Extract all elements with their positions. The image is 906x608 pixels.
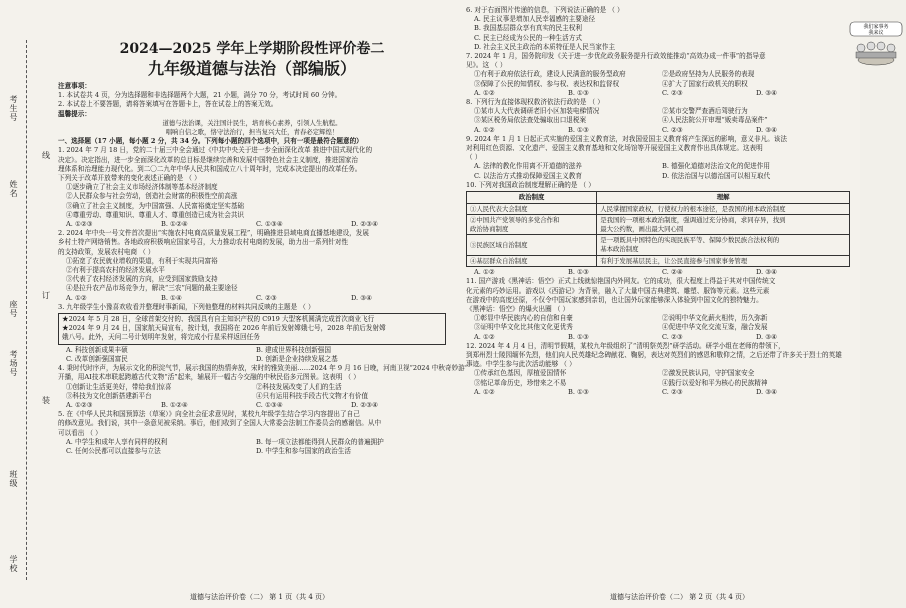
option-b: B. ①③ xyxy=(568,268,589,277)
table-cell: ④基层群众自治制度 xyxy=(467,255,597,267)
left-column xyxy=(58,6,469,456)
motto-line: 道德与法治课，关注国计民生，培育核心素养，引领人生航程。 xyxy=(162,118,342,127)
margin-label-exam-number: 考生号 xyxy=(9,95,18,122)
option-d: D. ③④ xyxy=(756,332,778,341)
option-b: B. ①③ xyxy=(568,332,589,341)
option-d: D. ③④ xyxy=(756,268,778,277)
question-1 xyxy=(58,146,446,229)
question-text: 到郑州烈士陵园缅怀先烈，他们向人民英雄纪念碑献花、鞠躬，表达对英烈们的感恩和敬仰之情，之后还带了许多关于烈士的英雄 xyxy=(466,351,842,360)
table-row xyxy=(467,215,850,235)
question-choices xyxy=(466,70,850,79)
answer-options xyxy=(58,401,446,410)
option-c: C. 以法治方式推动保障爱国主义教育 xyxy=(474,171,582,180)
question-text: 对利用红色资源、文化遗产、爱国主义教育基地和文化场馆等开展爱国主义教育作出具体规定。这表明 xyxy=(466,144,763,153)
binding-margin xyxy=(0,0,50,608)
question-text: 9. 2024 年 1 月 1 日起正式实施的爱国主义教育法，对我国爱国主义教育将产生深远的影响，意义非凡。该法 xyxy=(466,134,787,143)
answer-options xyxy=(466,388,850,397)
question-9 xyxy=(466,135,850,181)
option-c: C. ②④ xyxy=(662,268,683,277)
question-10 xyxy=(466,181,850,278)
question-choice: ③确立了社会主义制度，为中国富强、人民富裕奠定坚实基础 xyxy=(66,201,245,210)
question-text: 10. 下列对我国政治制度理解正确的是 （ ） xyxy=(466,180,595,189)
option-b: B. ①③ xyxy=(568,88,589,97)
question-text: 见》。这 （ ） xyxy=(466,61,507,70)
motto-line: 唱响自信之歌，恪守法治行，担当复兴大任，青春必定辉煌！ xyxy=(165,128,339,137)
question-choice: ④只有运用科技手段古代文物才有价值 xyxy=(256,391,369,400)
question-choices xyxy=(58,392,446,401)
question-text: 事迹。中学生参与此次活动能够 （ ） xyxy=(466,360,576,369)
margin-label-room: 考场号 xyxy=(9,350,18,377)
question-8 xyxy=(466,98,850,135)
cartoon-caption-line2: 我来议 xyxy=(868,30,884,36)
question-choice: ①有利于政府依法行政，建设人民满意的服务型政府 xyxy=(474,70,626,79)
table-cell: 是我国的一项根本政治制度，强调通过充分协商，求同存异，找到 最大公约数，画出最大同心圆 xyxy=(597,215,850,235)
option-c: C. ②③ xyxy=(256,293,277,302)
question-4 xyxy=(58,364,469,410)
table-cell: ②中国共产党领导的多党合作和 政治协商制度 xyxy=(467,215,597,235)
page-footer-left: 道德与法治评价卷（二） 第 1 页（共 4 页） xyxy=(190,593,330,601)
question-5 xyxy=(58,410,446,456)
answer-options xyxy=(466,333,850,342)
option-d: D. ③④ xyxy=(756,125,778,134)
option-b: B. ①③ xyxy=(568,125,589,134)
question-text: 在游戏中的高度还原，不仅令中国玩家感到亲切，也让国外玩家能够深入体验到中国文化的独特魅力。 xyxy=(466,295,763,304)
right-column xyxy=(466,6,889,397)
question-choice: ④促进中华文化交流互鉴，融合发展 xyxy=(662,323,768,332)
table-cell: 是一项既具中国特色的实现民族平等、保障少数民族合法权利的 基本政治制度 xyxy=(597,235,850,255)
option-d: D. ②③④ xyxy=(351,220,378,229)
margin-label-seat: 座号 xyxy=(9,300,18,318)
answer-options xyxy=(58,346,446,355)
question-choice: ③代表了农村经济发展的方向，应受到国家鼓励支持 xyxy=(66,275,218,284)
question-text: 7. 2024 年 1 月，国务院印发《关于进一步优化政务服务提升行政效能推动“高效办成一件事”的指导意 xyxy=(466,52,766,61)
question-choice: ①逐步确立了社会主义市场经济体制等基本经济制度 xyxy=(66,183,218,192)
question-text: 的支持政策，发展农村电商 （ ） xyxy=(58,247,155,256)
question-3 xyxy=(58,303,446,364)
question-text: 12. 2024 年 4 月 4 日，清明节假期，某校九年级组织了“清明祭英烈”研学活动。研学小组在老师的带领下， xyxy=(466,341,785,350)
question-text: 2. 2024 年中央一号文件首次提出“实施农村电商高质量发展工程”，明确推进县域电商直播基地建设，发展 xyxy=(58,229,369,238)
option-d: D. ③④ xyxy=(351,293,373,302)
option-d: D. ②③④ xyxy=(351,400,378,409)
answer-options xyxy=(466,162,850,171)
question-choices xyxy=(466,116,850,125)
question-choice: ④尊重劳动、尊重知识、尊重人才、尊重创造已成为社会共识 xyxy=(66,210,245,219)
table-cell: 人民掌握国家政权，行使权力的根本途径，是我国的根本政治制度 xyxy=(597,203,850,215)
question-choice: ①传承红色基因，厚植爱国情怀 xyxy=(474,369,567,378)
option-b: B. 德强化道德对法治文化的促进作用 xyxy=(662,162,770,171)
margin-label-class: 班级 xyxy=(9,470,18,488)
option-c: C. ①③④ xyxy=(256,220,283,229)
table-header: 政治制度 xyxy=(467,192,597,204)
option-c: C. ②③ xyxy=(662,332,683,341)
option-d: D. ③④ xyxy=(756,88,778,97)
question-12 xyxy=(466,342,850,397)
option-b: B. ①④ xyxy=(161,293,182,302)
question-choice: ③科技为文化创新搭建新平台 xyxy=(66,391,152,400)
answer-options xyxy=(58,220,446,229)
option-a: A. 民主议事是增加人民幸福感的主要途径 xyxy=(474,15,596,24)
option-a: A. ①② xyxy=(474,268,495,277)
exam-subtitle: 九年级道德与法治（部编版） xyxy=(147,59,356,78)
question-choice: ④扩大了国家行政机关的职权 xyxy=(662,79,748,88)
question-text: 《黑神话：悟空》的爆火出圈 （ ） xyxy=(466,305,570,314)
question-choice: ②某市交警严查酒后驾驶行为 xyxy=(662,107,748,116)
question-text: 乡村土特产网络销售。各地政府积极响应国家号召，大力推动农村电商的发展，助力出一系列针对性 xyxy=(58,238,349,247)
question-text: 决定》。决定指出，进一步全面深化改革的总目标是继续完善和发展中国特色社会主义制度，推进国家治 xyxy=(58,155,359,164)
question-text: 理体系和治理能力现代化。到二〇二九年中华人民共和国成立八十周年时，完成本决定提出的改革任务。 xyxy=(58,164,362,173)
question-choices xyxy=(466,369,850,378)
question-choice: ①彰显中华民族内心的自信和自豪 xyxy=(474,314,573,323)
question-text: 可以看出 （ ） xyxy=(58,428,102,437)
question-7 xyxy=(466,52,850,98)
option-c: C. ②③ xyxy=(662,88,683,97)
question-11 xyxy=(466,277,850,341)
answer-options xyxy=(466,126,850,135)
question-text: （ ） xyxy=(466,153,482,162)
option-d: D. 社会主义民主政治的本质特征是人民当家作主 xyxy=(474,42,616,51)
option-d: D. 中学生和参与国家的政治生活 xyxy=(256,446,351,455)
notes-heading: 注意事项： xyxy=(58,82,91,90)
margin-label-name: 姓名 xyxy=(9,180,18,198)
question-choice: ②科技发展改变了人们的生活 xyxy=(256,382,342,391)
option-a: A. 法律的教化作用离不开道德的滋养 xyxy=(474,162,582,171)
question-2 xyxy=(58,229,446,303)
option-c: C. 民主已经成为公民的一种生活方式 xyxy=(474,33,582,42)
page-footer-right: 道德与法治评价卷（二） 第 2 页（共 4 页） xyxy=(610,593,750,601)
answer-options xyxy=(58,438,446,447)
question-choices xyxy=(466,323,850,332)
question-choices xyxy=(466,80,850,89)
cartoon-caption-line1: 我们家事务 xyxy=(863,24,889,30)
table-row xyxy=(467,235,850,255)
question-text: 6. 对于右面图片传递的信息，下列说法正确的是 （ ） xyxy=(466,6,624,14)
option-d: D. ③④ xyxy=(756,387,778,396)
answer-options xyxy=(58,447,446,456)
question-choices xyxy=(58,383,446,392)
note-item: 2. 本试卷上不要答题，请将答案填写在答题卡上，答在试卷上的答案无效。 xyxy=(58,100,278,109)
question-text: 的修改意见。我们说，其中一条意见被采纳。事后，他们收到了全国人大常委会法制工作委员会的感谢信。从中 xyxy=(58,419,382,428)
news-item: ★2024 年 5 月 28 日，全球首架交付的、我国具有自主知识产权的 C919 大型客机圆满完成首次商业飞行 xyxy=(62,315,375,324)
table-row xyxy=(467,203,850,215)
option-d: D. 创新是企业持续发展之基 xyxy=(256,354,338,363)
option-c: C. 任何公民都可以直接参与立法 xyxy=(66,446,161,455)
note-item: 1. 本试卷共 4 页，分为选择题和非选择题两个大题，21 小题，满分 70 分，考试时间 60 分钟。 xyxy=(58,91,342,100)
margin-word-bind: 订 xyxy=(42,291,50,300)
table-row xyxy=(467,255,850,267)
question-choices xyxy=(466,379,850,388)
question-choice: ③某区税务局依法查处骗取出口退税案 xyxy=(474,116,587,125)
option-b: B. 每一项立法都能得到人民群众的普遍拥护 xyxy=(256,437,384,446)
option-b: B. 我国基层群众享有真实的民主权利 xyxy=(474,24,582,33)
question-choice: ④是拉升农产品市场竞争力，解决“三农”问题的最主要途径 xyxy=(66,284,238,293)
question-choice: ③保障了公民的知情权、参与权、表达权和监督权 xyxy=(474,79,620,88)
question-text: 4. 秉时代时序声，为展示文化的积淀气节，展示我国的热情奔放，宋时的雅致美丽……2024 年 9 月 16 日晚，河南卫视“2024 中秋奇妙游” xyxy=(58,364,469,373)
option-b: B. 建成世界科技创新强国 xyxy=(256,345,331,354)
news-item: 娥八号。此外，天问二号计划明年发射，将完成小行星采样返回任务 xyxy=(62,333,260,342)
option-a: A. 中学生和成年人享有同样的权利 xyxy=(66,437,168,446)
option-b: B. ①②④ xyxy=(161,400,188,409)
question-choice: ③证明中华文化比其他文化更优秀 xyxy=(474,323,573,332)
cartoon-illustration xyxy=(846,20,906,72)
question-choice: ②是政府坚持为人民服务的表现 xyxy=(662,70,755,79)
margin-word-line: 线 xyxy=(42,151,50,160)
question-text: 开播，用AI技术串联起跨越古代文物“活”起来，辅展开一幅古今交融的中秋民俗多元图景。这表明 （ ） xyxy=(58,373,360,382)
option-c: C. ①③④ xyxy=(256,400,283,409)
question-choice: ②激发民族认同，守护国家安全 xyxy=(662,369,755,378)
option-c: C. 改革创新强国富民 xyxy=(66,354,128,363)
binding-line xyxy=(26,40,27,580)
question-text: 1. 2024 年 7 月 18 日，党的二十届三中全会通过《中共中央关于进一步全面深化改革 推进中国式现代化的 xyxy=(58,146,373,155)
option-d: D. 依法治国与以德治国可以相互取代 xyxy=(662,171,771,180)
question-choice: ③铭记革命历史，珍惜来之不易 xyxy=(474,378,567,387)
option-b: B. ①③ xyxy=(568,387,589,396)
question-choice: ①拓宽了农民就业增收的渠道，有利于实现共同富裕 xyxy=(66,256,218,265)
question-text: 3. 九年级学生小豫喜欢收看并整理时事新闻，下列他整理的材料共同反映的主题是 （ ） xyxy=(58,302,315,311)
question-text: 5. 在《中华人民共和国预算法（草案）》向全社会征求意见时，某校九年级学生结合学习内容提出了自己 xyxy=(58,410,360,419)
question-choice: ②人民群众参与社会劳动，创造社会财富的积极性空前高涨 xyxy=(66,192,238,201)
option-a: A. ①② xyxy=(474,125,495,134)
question-choice: ②有利于提高农村的经济发展水平 xyxy=(66,266,165,275)
option-c: C. ②③ xyxy=(662,387,683,396)
option-c: C. ②③ xyxy=(662,125,683,134)
option-a: A. ①② xyxy=(474,88,495,97)
option-a: A. ①② xyxy=(474,332,495,341)
question-text: 下列关于改革开放带来的变化表述正确的是 （ ） xyxy=(58,174,201,183)
answer-options xyxy=(466,89,850,98)
option-b: B. ①②④ xyxy=(161,220,188,229)
answer-options xyxy=(58,355,446,364)
news-material-box xyxy=(58,313,446,345)
question-choice: ④人民法院公开审理“贩卖毒品案件” xyxy=(662,116,768,125)
political-system-table xyxy=(466,191,850,267)
option-a: A. ①②③ xyxy=(66,220,93,229)
question-choice: ①某市人大代表调研老旧小区加装电梯情况 xyxy=(474,107,600,116)
question-choice: ④践行以爱好和平为核心的民族精神 xyxy=(662,378,768,387)
question-choice: ①创新让生活更美好，带给我们惊喜 xyxy=(66,382,172,391)
margin-word-seal: 装 xyxy=(42,396,50,405)
table-cell: ③民族区域自治制度 xyxy=(467,235,597,255)
option-a: A. ①②③ xyxy=(66,400,93,409)
reminder-heading: 温馨提示： xyxy=(58,109,91,118)
option-a: A. 科技创新成果丰硕 xyxy=(66,345,128,354)
question-text: 8. 下列行为直接体现权救济依法行政的是 （ ） xyxy=(466,98,604,107)
exam-title: 2024—2025 学年上学期阶段性评价卷二 xyxy=(119,41,385,57)
answer-options xyxy=(58,294,446,303)
section-heading: 一、选择题（17 小题，每小题 2 分，共 34 分。下列每小题的四个选项中，只有一项是最符合题意的） xyxy=(58,137,363,146)
question-text: 化元素的巧妙运用。游戏以《西游记》为背景，融入了大量中国古典建筑、雕塑、服饰等元素。这些元素 xyxy=(466,286,770,295)
table-cell: ①人民代表大会制度 xyxy=(467,203,597,215)
table-cell: 有利于发展基层民主，让公民直接参与国家事务管理 xyxy=(597,255,850,267)
answer-options xyxy=(466,172,850,181)
question-6 xyxy=(466,6,850,52)
table-header: 理解 xyxy=(597,192,850,204)
question-text: 11. 国产游戏《黑神话：悟空》正式上线就惊艳国内外网友。它的成功，很大程度上得益于其对中国传统文 xyxy=(466,277,776,286)
question-choice: ②说明中华文化薪火相传，历久弥新 xyxy=(662,314,768,323)
option-a: A. ①② xyxy=(66,293,87,302)
news-item: ★2024 年 9 月 24 日，国家航天局宣布，按计划，我国将在 2026 年前后发射嫦娥七号，2028 年前后发射嫦 xyxy=(62,324,386,333)
margin-label-school: 学校 xyxy=(9,555,18,573)
option-a: A. ①② xyxy=(474,387,495,396)
